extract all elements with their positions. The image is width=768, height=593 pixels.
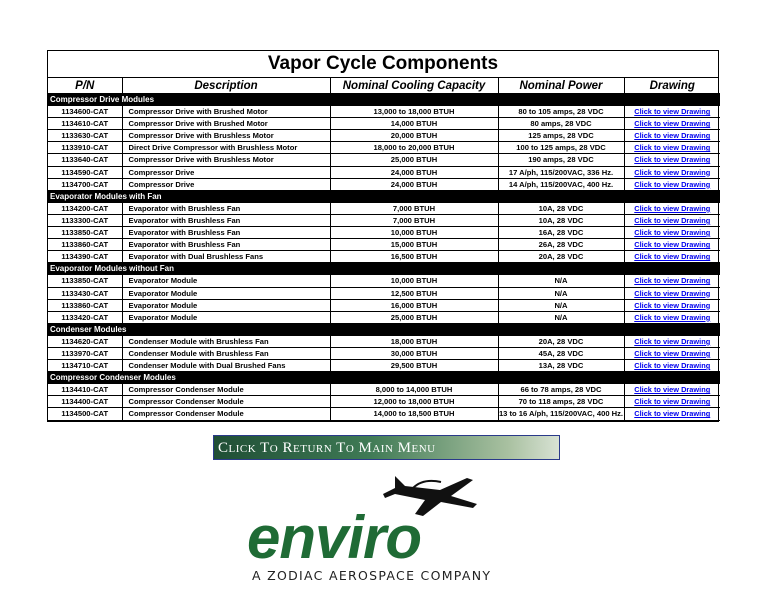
drawing-cell	[624, 287, 720, 299]
logo-tagline: A ZODIAC AEROSPACE COMPANY	[252, 568, 492, 583]
cooling-capacity-cell: 18,000 BTUH	[330, 335, 498, 347]
drawing-cell	[624, 347, 720, 359]
cooling-capacity-cell: 7,000 BTUH	[330, 202, 498, 214]
power-cell: 125 amps, 28 VDC	[498, 130, 624, 142]
power-cell: 17 A/ph, 115/200VAC, 336 Hz.	[498, 166, 624, 178]
header-power: Nominal Power	[498, 78, 624, 94]
description-cell: Compressor Drive	[122, 178, 330, 190]
power-cell: N/A	[498, 299, 624, 311]
section-title: Evaporator Modules without Fan	[48, 263, 720, 275]
power-cell: 10A, 28 VDC	[498, 214, 624, 226]
header-row	[48, 78, 720, 94]
part-number-cell: 1134200-CAT	[48, 202, 122, 214]
return-button-label: Click To Return To Main Menu	[218, 440, 436, 456]
view-drawing-link[interactable]: Click to view Drawing	[634, 409, 711, 419]
view-drawing-link[interactable]: Click to view Drawing	[634, 361, 711, 371]
part-number-cell: 1133860-CAT	[48, 239, 122, 251]
power-cell: 16A, 28 VDC	[498, 227, 624, 239]
components-table	[48, 78, 720, 421]
cooling-capacity-cell: 14,000 BTUH	[330, 118, 498, 130]
drawing-cell	[624, 335, 720, 347]
cooling-capacity-cell: 12,500 BTUH	[330, 287, 498, 299]
part-number-cell: 1134710-CAT	[48, 360, 122, 372]
cooling-capacity-cell: 13,000 to 18,000 BTUH	[330, 106, 498, 118]
view-drawing-link[interactable]: Click to view Drawing	[634, 179, 711, 189]
table-row	[48, 142, 720, 154]
part-number-cell: 1133630-CAT	[48, 130, 122, 142]
table-row	[48, 106, 720, 118]
part-number-cell: 1133970-CAT	[48, 347, 122, 359]
table-row	[48, 311, 720, 323]
drawing-cell	[624, 227, 720, 239]
cooling-capacity-cell: 29,500 BTUH	[330, 360, 498, 372]
description-cell: Evaporator Module	[122, 311, 330, 323]
power-cell: 190 amps, 28 VDC	[498, 154, 624, 166]
section-header	[48, 190, 720, 202]
part-number-cell: 1134700-CAT	[48, 178, 122, 190]
view-drawing-link[interactable]: Click to view Drawing	[634, 167, 711, 177]
power-cell: 13A, 28 VDC	[498, 360, 624, 372]
description-cell: Evaporator Module	[122, 275, 330, 287]
power-cell: 26A, 28 VDC	[498, 239, 624, 251]
table-row	[48, 130, 720, 142]
power-cell: 20A, 28 VDC	[498, 251, 624, 263]
power-cell: 45A, 28 VDC	[498, 347, 624, 359]
description-cell: Condenser Module with Dual Brushed Fans	[122, 360, 330, 372]
cooling-capacity-cell: 20,000 BTUH	[330, 130, 498, 142]
power-cell: 80 amps, 28 VDC	[498, 118, 624, 130]
part-number-cell: 1134410-CAT	[48, 384, 122, 396]
power-cell: 70 to 118 amps, 28 VDC	[498, 396, 624, 408]
part-number-cell: 1134600-CAT	[48, 106, 122, 118]
table-row	[48, 239, 720, 251]
view-drawing-link[interactable]: Click to view Drawing	[634, 155, 711, 165]
drawing-cell	[624, 202, 720, 214]
description-cell: Compressor Drive with Brushed Motor	[122, 106, 330, 118]
header-pn: P/N	[48, 78, 122, 94]
view-drawing-link[interactable]: Click to view Drawing	[634, 348, 711, 358]
cooling-capacity-cell: 18,000 to 20,000 BTUH	[330, 142, 498, 154]
power-cell: 10A, 28 VDC	[498, 202, 624, 214]
table-row	[48, 360, 720, 372]
view-drawing-link[interactable]: Click to view Drawing	[634, 107, 711, 117]
drawing-cell	[624, 311, 720, 323]
cooling-capacity-cell: 16,000 BTUH	[330, 299, 498, 311]
header-description: Description	[122, 78, 330, 94]
section-title: Compressor Drive Modules	[48, 94, 720, 106]
view-drawing-link[interactable]: Click to view Drawing	[634, 300, 711, 310]
return-to-main-menu-button[interactable]	[213, 435, 560, 460]
view-drawing-link[interactable]: Click to view Drawing	[634, 131, 711, 141]
description-cell: Compressor Condenser Module	[122, 408, 330, 420]
view-drawing-link[interactable]: Click to view Drawing	[634, 385, 711, 395]
view-drawing-link[interactable]: Click to view Drawing	[634, 252, 711, 262]
part-number-cell: 1133910-CAT	[48, 142, 122, 154]
table-row	[48, 299, 720, 311]
table-row	[48, 347, 720, 359]
view-drawing-link[interactable]: Click to view Drawing	[634, 215, 711, 225]
view-drawing-link[interactable]: Click to view Drawing	[634, 336, 711, 346]
table-row	[48, 202, 720, 214]
drawing-cell	[624, 251, 720, 263]
description-cell: Condenser Module with Brushless Fan	[122, 347, 330, 359]
table-row	[48, 251, 720, 263]
description-cell: Condenser Module with Brushless Fan	[122, 335, 330, 347]
cooling-capacity-cell: 10,000 BTUH	[330, 227, 498, 239]
section-header	[48, 94, 720, 106]
drawing-cell	[624, 396, 720, 408]
drawing-cell	[624, 214, 720, 226]
cooling-capacity-cell: 10,000 BTUH	[330, 275, 498, 287]
cooling-capacity-cell: 16,500 BTUH	[330, 251, 498, 263]
table-row	[48, 214, 720, 226]
drawing-cell	[624, 166, 720, 178]
header-cooling-capacity: Nominal Cooling Capacity	[330, 78, 498, 94]
description-cell: Compressor Drive	[122, 166, 330, 178]
description-cell: Evaporator with Brushless Fan	[122, 214, 330, 226]
logo-wordmark: enviro	[247, 504, 422, 571]
table-row	[48, 178, 720, 190]
view-drawing-link[interactable]: Click to view Drawing	[634, 312, 711, 322]
enviro-logo	[245, 468, 505, 586]
description-cell: Direct Drive Compressor with Brushless Motor	[122, 142, 330, 154]
description-cell: Evaporator with Dual Brushless Fans	[122, 251, 330, 263]
drawing-cell	[624, 106, 720, 118]
part-number-cell: 1133640-CAT	[48, 154, 122, 166]
table-row	[48, 408, 720, 420]
view-drawing-link[interactable]: Click to view Drawing	[634, 397, 711, 407]
cooling-capacity-cell: 25,000 BTUH	[330, 154, 498, 166]
table-row	[48, 335, 720, 347]
view-drawing-link[interactable]: Click to view Drawing	[634, 288, 711, 298]
power-cell: N/A	[498, 275, 624, 287]
drawing-cell	[624, 178, 720, 190]
view-drawing-link[interactable]: Click to view Drawing	[634, 240, 711, 250]
view-drawing-link[interactable]: Click to view Drawing	[634, 203, 711, 213]
description-cell: Evaporator Module	[122, 287, 330, 299]
part-number-cell: 1134390-CAT	[48, 251, 122, 263]
cooling-capacity-cell: 24,000 BTUH	[330, 178, 498, 190]
cooling-capacity-cell: 12,000 to 18,000 BTUH	[330, 396, 498, 408]
description-cell: Evaporator with Brushless Fan	[122, 202, 330, 214]
section-title: Evaporator Modules with Fan	[48, 190, 720, 202]
description-cell: Compressor Condenser Module	[122, 384, 330, 396]
part-number-cell: 1134610-CAT	[48, 118, 122, 130]
view-drawing-link[interactable]: Click to view Drawing	[634, 228, 711, 238]
table-row	[48, 287, 720, 299]
description-cell: Compressor Drive with Brushed Motor	[122, 118, 330, 130]
part-number-cell: 1133430-CAT	[48, 287, 122, 299]
table-row	[48, 166, 720, 178]
description-cell: Compressor Drive with Brushless Motor	[122, 154, 330, 166]
drawing-cell	[624, 154, 720, 166]
part-number-cell: 1133850-CAT	[48, 275, 122, 287]
table-row	[48, 396, 720, 408]
drawing-cell	[624, 239, 720, 251]
section-title: Condenser Modules	[48, 323, 720, 335]
cooling-capacity-cell: 30,000 BTUH	[330, 347, 498, 359]
table-row	[48, 275, 720, 287]
part-number-cell: 1133850-CAT	[48, 227, 122, 239]
table-row	[48, 384, 720, 396]
part-number-cell: 1134500-CAT	[48, 408, 122, 420]
cooling-capacity-cell: 7,000 BTUH	[330, 214, 498, 226]
drawing-cell	[624, 408, 720, 420]
description-cell: Evaporator with Brushless Fan	[122, 239, 330, 251]
table-row	[48, 227, 720, 239]
part-number-cell: 1134400-CAT	[48, 396, 122, 408]
cooling-capacity-cell: 24,000 BTUH	[330, 166, 498, 178]
view-drawing-link[interactable]: Click to view Drawing	[634, 119, 711, 129]
section-header	[48, 263, 720, 275]
drawing-cell	[624, 142, 720, 154]
part-number-cell: 1133860-CAT	[48, 299, 122, 311]
description-cell: Compressor Drive with Brushless Motor	[122, 130, 330, 142]
power-cell: 80 to 105 amps, 28 VDC	[498, 106, 624, 118]
section-title: Compressor Condenser Modules	[48, 372, 720, 384]
table-row	[48, 154, 720, 166]
power-cell: 100 to 125 amps, 28 VDC	[498, 142, 624, 154]
cooling-capacity-cell: 8,000 to 14,000 BTUH	[330, 384, 498, 396]
description-cell: Evaporator with Brushless Fan	[122, 227, 330, 239]
part-number-cell: 1134590-CAT	[48, 166, 122, 178]
power-cell: 13 to 16 A/ph, 115/200VAC, 400 Hz.	[498, 409, 624, 419]
power-cell: N/A	[498, 311, 624, 323]
table-row	[48, 118, 720, 130]
part-number-cell: 1133300-CAT	[48, 214, 122, 226]
part-number-cell: 1134620-CAT	[48, 335, 122, 347]
section-header	[48, 372, 720, 384]
power-cell: 14 A/ph, 115/200VAC, 400 Hz.	[498, 178, 624, 190]
description-cell: Compressor Condenser Module	[122, 396, 330, 408]
power-cell: 20A, 28 VDC	[498, 335, 624, 347]
power-cell: N/A	[498, 287, 624, 299]
drawing-cell	[624, 118, 720, 130]
header-drawing: Drawing	[624, 78, 720, 94]
drawing-cell	[624, 130, 720, 142]
drawing-cell	[624, 384, 720, 396]
drawing-cell	[624, 360, 720, 372]
cooling-capacity-cell: 15,000 BTUH	[330, 239, 498, 251]
page-title: Vapor Cycle Components	[48, 51, 718, 78]
drawing-cell	[624, 275, 720, 287]
power-cell: 66 to 78 amps, 28 VDC	[498, 384, 624, 396]
section-header	[48, 323, 720, 335]
drawing-cell	[624, 299, 720, 311]
description-cell: Evaporator Module	[122, 299, 330, 311]
part-number-cell: 1133420-CAT	[48, 311, 122, 323]
cooling-capacity-cell: 25,000 BTUH	[330, 311, 498, 323]
view-drawing-link[interactable]: Click to view Drawing	[634, 276, 711, 286]
cooling-capacity-cell: 14,000 to 18,500 BTUH	[330, 408, 498, 420]
components-sheet	[47, 50, 719, 422]
view-drawing-link[interactable]: Click to view Drawing	[634, 143, 711, 153]
